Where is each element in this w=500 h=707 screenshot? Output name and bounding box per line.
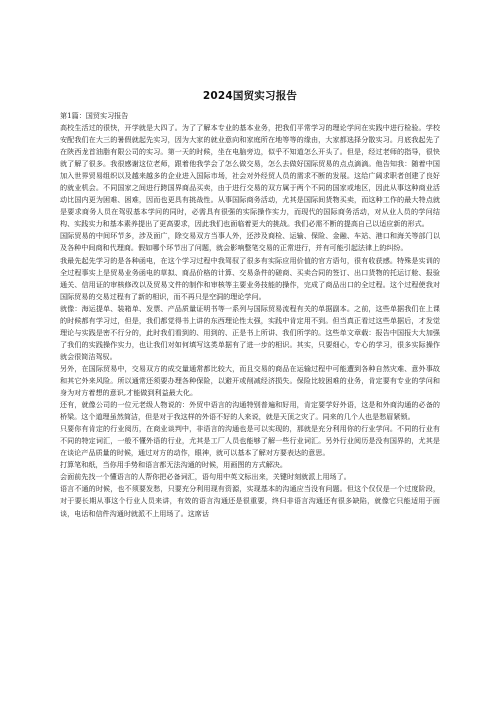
paragraph: 语言不通的时候，也不须要发愁，只要充分利用现有资源，实现基本的沟通应当没有问题。但这个仅仅是一个过度阶段，对于要长期从事这个行业人员来讲，有效的语言沟通还是很重要，终归非语言沟通还有很多缺陷，就像它只能适用于面谈，电话和信件沟通时就派不上用场了。这席话 <box>60 484 440 518</box>
paragraph: 只要你有肯定的行业阅历，在商业谈判中，非语言的沟通也是可以实现的，那就是充分利用你的行业学问。不同的行业有不同的特定词汇，一般不懂外语的行业，尤其是工厂人员也能够了解一些行业词汇。另外行业阅历是没有国界的，尤其是在谈论产品质量的时候，通过对方的动作，眼神，就可以基本了解对方要表达的意思。 <box>60 424 440 458</box>
paragraph: 还有，就像公司的一位元老级人物说的：外贸中语言的沟通特别普遍和好用，肯定要学好外语，这是和外商沟通的必备的桥梁。这个道理虽然简洁，但是对于我这样的外语不好的人来说，就是天顶之灾了。同来的几个人也是愁眉紧锁。 <box>60 400 440 422</box>
paragraph: 国际贸易的中间环节多，涉及面广，除交易双方当事人外，还涉及商检、运输、保险、金融、车站、港口和海关等部门以及各种中间商和代理商。假如哪个环节出了问题，就会影响整笔交易的正常进行，并有可能引起法律上的纠纷。 <box>60 231 440 253</box>
paragraph: 就像：海运提单、装箱单、发票、产品质量证明书等一系列与国际贸易流程有关的单据副本。之前，这些单据我们在上课的时候都有学习过，但是，我们都觉得书上讲的东西理论性太强，实践中肯定用不到。但当真正看过这些单据后，才发觉理论与实践是密不行分的，此时我们看到的、用到的、正是书上所讲、我们所学的。这些单文章载：报告中国报大大加强了我们的实践操作实力，也让我们对如何填写这类单据有了进一步的相识。其实，只要细心，专心的学习，很多实际操作就会很简洁驾驭。 <box>60 303 440 361</box>
document-title: 2024国贸实习报告 <box>202 90 298 102</box>
paragraph: 我最先起先学习的是各种函电，在这个学习过程中我驾驭了很多有实际应用价值的官方语句，很有收获感。特殊是实训的全过程事实上是贸易业务函电的草拟、商品价格的计算、交易条件的磋商、买卖合同的签订、出口货物的托运订舱、报验通关、信用证的审核修改以及贸易文件的制作和审核等主要业务技能的操作，完成了商品出口的全过程。这个过程使我对国际贸易的交易过程有了新的相识，而不再只是空洞的理论学问。 <box>60 255 440 301</box>
paragraph: 另外，在国际贸易中，交易双方的成交量通常都比较大，而且交易的商品在运输过程中可能遭到各种自然灾难、意外事故和其它外来风险。所以通常还须要办理各种保险，以避开或削减经济损失。保险比较困难的业务，肯定要有专业的学问和身为对方着想的意识,才能做到利益最大化。 <box>60 363 440 398</box>
section-title: 第1篇：国贸实习报告 <box>60 111 129 120</box>
paragraph: 打算笔和纸，当你用手势和语言都无法沟通的时候，用画图的方式解决。 <box>60 460 287 470</box>
paragraph: 高校生活过的很快，开学就是大四了。为了了解本专业的基本业务，把我们平常学习的理论学问在实践中进行检验。学校安配我们在大三的暑假就起先实习，因为大家的就业意向和家庭所在地等等的缘由，大家都选择分散实习。月底我起先了在陕西龙首油脂有限公司的实习。第一天的时候，坐在电脑旁边，似乎不知道怎么开头了。但是，经过老师的指导，很快就了解了很多。我很感谢这位老师，跟着他我学会了怎么做交易，怎么去做好国际贸易的点点滴滴。他告知我：随着中国加入世界贸易组织以及越来越多的企业进入国际市场，社会对外经贸人员的需求不断的发展。这给广阔求职者创建了良好的就业机会。不同国家之间进行跨国界商品买卖，由于进行交易的双方属于两个不同的国家或地区，因此从事这种商业活动比国内更为困难、困难，因而也更具有挑战性。从事国际商务活动，尤其是国际间货物买卖，而这种工作的最大特点就是要求商务人员在驾驭基本学问的同时，必需具有很强的实际操作实力，而现代的国际商务活动，对从业人员的学问结构、实践实力和基本素养提出了更高要求，因此我们也面临着更大的挑战。我们必需不断的提高自己以适应新的形式。 <box>60 123 440 229</box>
paragraph: 会面前先找一个懂语言的人帮你把必备词汇，语句用中英文标出来，关键时刻就派上用场了。 <box>60 472 351 482</box>
